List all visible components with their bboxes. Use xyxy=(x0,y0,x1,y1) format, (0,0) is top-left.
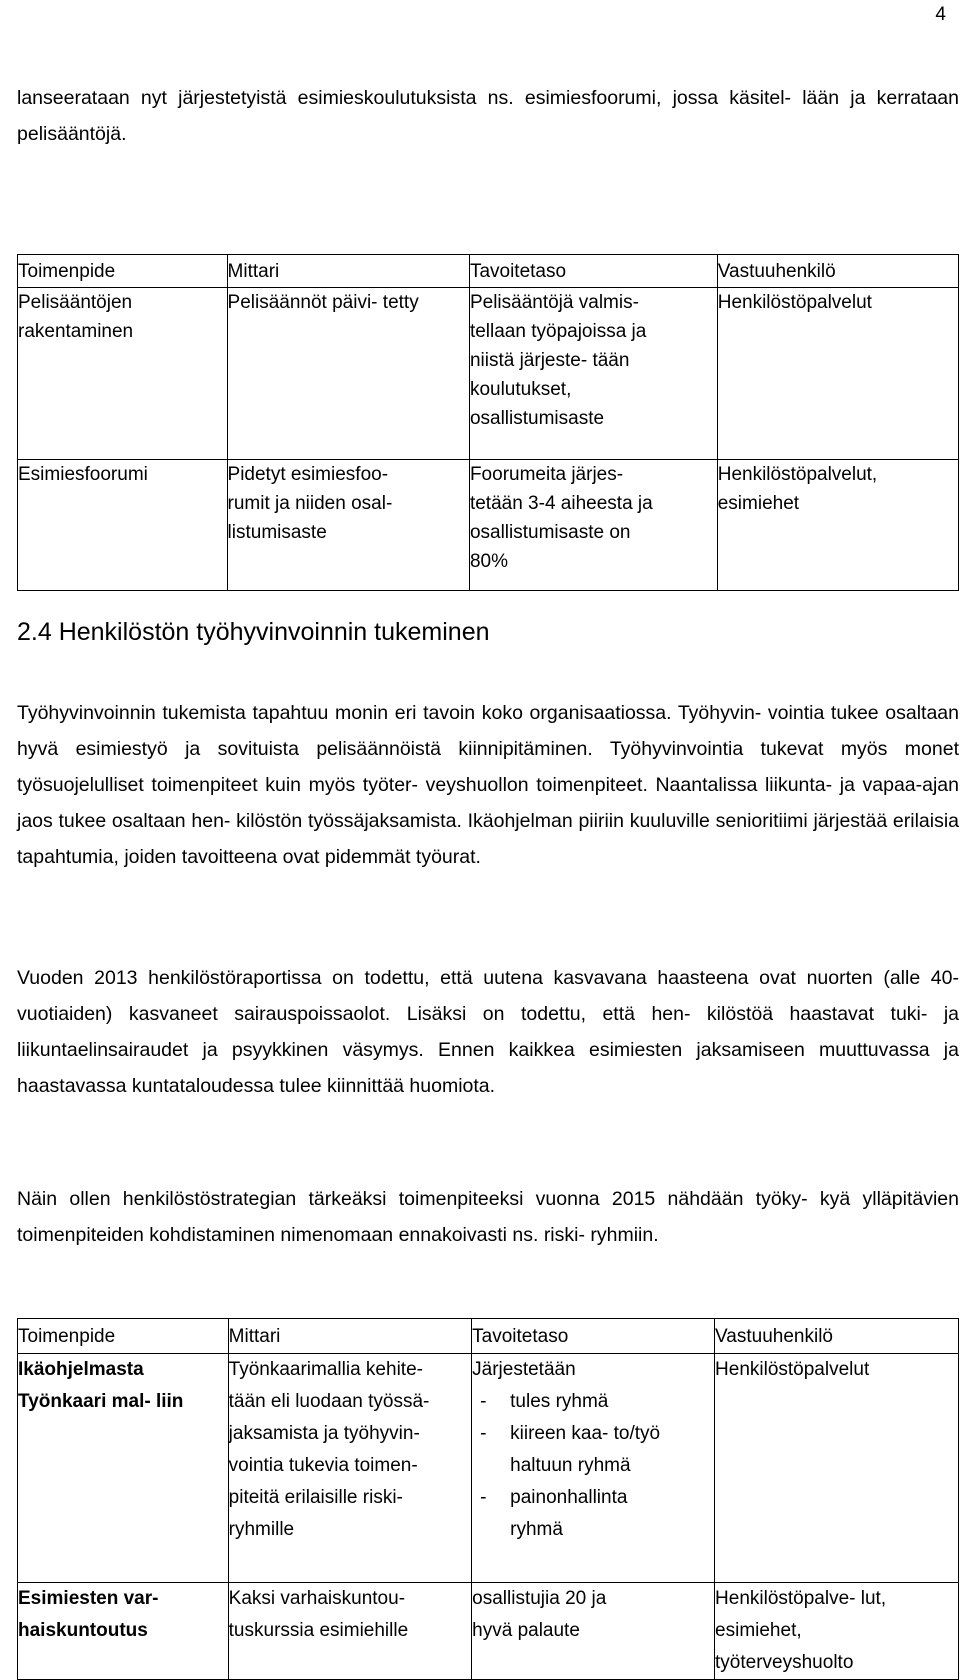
cell-mittari: Työnkaarimallia kehite- tään eli luodaan työssä- jaksamista ja työhyvin- vointia tukevia toimen- piteitä erilaisille riski- ryhmille xyxy=(228,1354,472,1583)
page-number: 4 xyxy=(935,4,946,25)
intro-paragraph: lanseerataan nyt järjestetyistä esimieskoulutuksista ns. esimiesfoorumi, jossa käsitel- lään ja kerrataan pelisääntöjä. xyxy=(17,87,959,145)
table-row xyxy=(18,288,959,460)
dash-bullet: - xyxy=(480,1423,487,1444)
cell-toimenpide: Esimiesfoorumi xyxy=(18,460,228,591)
table-header-row xyxy=(18,255,959,288)
dash-bullet: - xyxy=(480,1391,487,1412)
tavoitetaso-intro: Järjestetään xyxy=(472,1359,576,1380)
cell-toimenpide: Ikäohjelmasta Työnkaari mal- liin xyxy=(18,1354,229,1583)
table-2 xyxy=(17,1318,959,1680)
list-item: - tules ryhmä xyxy=(472,1386,714,1418)
paragraph-report-2013: Vuoden 2013 henkilöstöraportissa on todettu, että uutena kasvavana haasteena ovat nuorten (alle 40-vuotiaiden) kasvaneet sairauspoissaolot. Lisäksi on todettu, että hen- kilöstöä haastavat tuki- ja liikuntaelinsairaudet ja psyykkinen väsymys. Ennen kaikkea esimiesten jaksamiseen muuttuvassa ja haastavassa kuntataloudessa tulee kiinnittää huomiota. xyxy=(17,967,959,1097)
cell-mittari: Pelisäännöt päivi- tetty xyxy=(227,288,469,460)
cell-mittari: Kaksi varhaiskuntou- tuskurssia esimiehille xyxy=(228,1583,472,1680)
cell-tavoitetaso: Pelisääntöjä valmis- tellaan työpajoissa ja niistä järjeste- tään koulutukset, osallistumisaste xyxy=(469,288,717,460)
header-vastuuhenkilo: Vastuuhenkilö xyxy=(717,255,958,288)
cell-tavoitetaso xyxy=(472,1354,715,1583)
paragraph-risk-groups: Näin ollen henkilöstöstrategian tärkeäksi toimenpiteeksi vuonna 2015 nähdään työky- kyä ylläpitävien toimenpiteiden kohdistaminen nimenomaan ennakoivasti ns. riski- ryhmiin. xyxy=(17,1188,959,1246)
cell-toimenpide: Esimiesten var- haiskuntoutus xyxy=(18,1583,229,1680)
table-row xyxy=(18,1583,959,1680)
list-item: - kiireen kaa- to/työ haltuun ryhmä xyxy=(472,1418,714,1482)
cell-vastuuhenkilo: Henkilöstöpalvelut xyxy=(715,1354,959,1583)
cell-vastuuhenkilo: Henkilöstöpalve- lut, esimiehet, työterveyshuolto xyxy=(715,1583,959,1680)
header-tavoitetaso: Tavoitetaso xyxy=(469,255,717,288)
header-tavoitetaso: Tavoitetaso xyxy=(472,1319,715,1354)
tavoitetaso-list xyxy=(472,1386,714,1546)
header-toimenpide: Toimenpide xyxy=(18,255,228,288)
header-toimenpide: Toimenpide xyxy=(18,1319,229,1354)
cell-tavoitetaso: Foorumeita järjes- tetään 3-4 aiheesta ja osallistumisaste on 80% xyxy=(469,460,717,591)
table-row xyxy=(18,460,959,591)
table-header-row xyxy=(18,1319,959,1354)
cell-tavoitetaso: osallistujia 20 ja hyvä palaute xyxy=(472,1583,715,1680)
cell-toimenpide: Pelisääntöjen rakentaminen xyxy=(18,288,228,460)
header-mittari: Mittari xyxy=(227,255,469,288)
cell-vastuuhenkilo: Henkilöstöpalvelut xyxy=(717,288,958,460)
header-mittari: Mittari xyxy=(228,1319,472,1354)
cell-mittari: Pidetyt esimiesfoo- rumit ja niiden osal- listumisaste xyxy=(227,460,469,591)
table-row xyxy=(18,1354,959,1583)
paragraph-wellbeing: Työhyvinvoinnin tukemista tapahtuu monin eri tavoin koko organisaatiossa. Työhyvin- vointia tukee osaltaan hyvä esimiestyö ja sovituista pelisäännöistä kiinnipitäminen. Työhyvinvointia tukevat myös monet työsuojelulliset toimenpiteet kuin myös työter- veyshuollon toimenpiteet. Naantalissa liikunta- ja vapaa-ajan jaos tukee osaltaan hen- kilöstön työssäjaksamista. Ikäohjelman piiriin kuuluville senioritiimi järjestää erilaisia tapahtumia, joiden tavoitteena ovat pidemmät työurat. xyxy=(17,702,959,868)
section-heading: 2.4 Henkilöstön työhyvinvoinnin tukeminen xyxy=(17,618,490,646)
table-1 xyxy=(17,254,959,591)
dash-bullet: - xyxy=(480,1487,487,1508)
list-item: - painonhallinta ryhmä xyxy=(472,1482,714,1546)
cell-vastuuhenkilo: Henkilöstöpalvelut, esimiehet xyxy=(717,460,958,591)
header-vastuuhenkilo: Vastuuhenkilö xyxy=(715,1319,959,1354)
